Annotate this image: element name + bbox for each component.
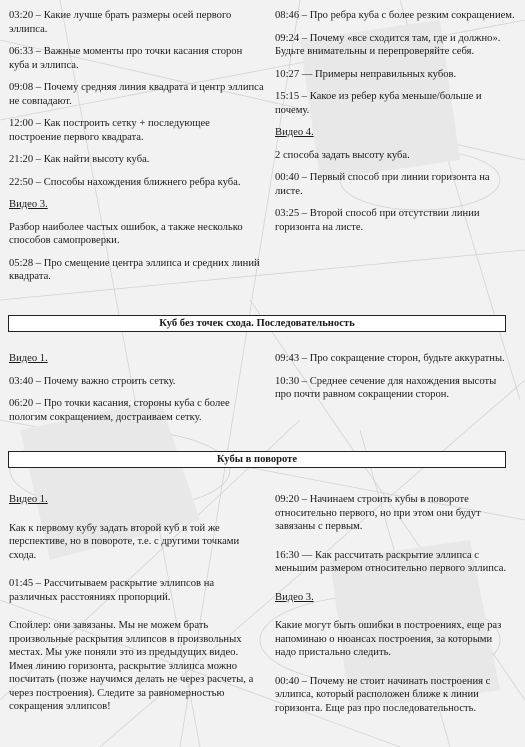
timecode-item: 09:08 – Почему средняя линия квадрата и центр эллипса не совпадают. <box>9 82 264 107</box>
timecode-item: 03:20 – Какие лучше брать размеры осей первого эллипса. <box>9 10 232 35</box>
timecode-item: 06:20 – Про точки касания, стороны куба с более пологим сокращением, достраиваем сетку. <box>9 398 230 423</box>
timecode-item: 16:30 — Как рассчитать раскрытие эллипса с меньшим размером относительно первого эллипса. <box>275 549 507 574</box>
section3-left-column <box>9 493 264 723</box>
description-item: Спойлер: они завязаны. Мы не можем брать произвольные раскрытия эллипсов в произвольных местах. Мы уже поняли это из предыдущих видео. Имея линию горизонта, раскрытие эллипса можно посчитать (позже научимся делать не через расчеты, а через построения). Следите за равномерностью сокращения эллипсов! <box>9 620 254 712</box>
timecode-item: 10:30 – Среднее сечение для нахождения высоты про почти равном сокращении сторон. <box>275 375 497 400</box>
timecode-item: 05:28 – Про смещение центра эллипса и средних линий квадрата. <box>9 257 260 282</box>
description-item: Какие могут быть ошибки в построениях, еще раз напоминаю о нюансах построения, за которыми надо пристально следить. <box>275 620 502 658</box>
timecode-item: 10:27 — Примеры неправильных кубов. <box>275 68 457 80</box>
timecode-item: 21:20 – Как найти высоту куба. <box>9 154 150 165</box>
description-item: Разбор наиболее частых ошибок, а также несколько способов самопроверки. <box>9 221 243 246</box>
timecode-item: 03:25 – Второй способ при отсутствии линии горизонта на листе. <box>275 208 480 233</box>
section1-right-column <box>275 9 515 243</box>
video-heading: Видео 3. <box>275 591 314 603</box>
timecode-item: 09:43 – Про сокращение сторон, будьте аккуратны. <box>275 353 505 364</box>
video-heading: Видео 1. <box>9 494 48 505</box>
timecode-item: 08:46 – Про ребра куба с более резким сокращением. <box>275 10 515 21</box>
section-header-rotated-cubes: Кубы в повороте <box>8 451 506 468</box>
section2-right-column <box>275 352 515 411</box>
timecode-item: 22:50 – Способы нахождения ближнего ребра куба. <box>9 176 241 188</box>
description-item: Как к первому кубу задать второй куб в той же перспективе, но в повороте, т.е. с другими точками схода. <box>9 522 240 561</box>
timecode-item: 09:20 – Начинаем строить кубы в повороте относительно первого, но при этом они будут завязаны с первым. <box>275 494 481 532</box>
timecode-item: 03:40 – Почему важно строить сетку. <box>9 375 176 387</box>
timecode-item: 12:00 – Как построить сетку + последующее построение первого квадрата. <box>9 118 210 143</box>
video-heading: Видео 1. <box>9 353 48 364</box>
timecode-item: 09:24 – Почему «все сходится там, где и должно». Будьте внимательны и перепроверяйте себя. <box>275 32 501 57</box>
section2-left-column <box>9 352 264 433</box>
timecode-item: 06:33 – Важные моменты про точки касания сторон куба и эллипса. <box>9 46 243 71</box>
timecode-item: 15:15 – Какое из ребер куба меньше/больше и почему. <box>275 91 482 116</box>
timecode-item: 00:40 – Почему не стоит начинать построения с эллипса, который расположен ближе к линии горизонта. Еще раз про последовательность. <box>275 675 491 714</box>
section1-left-column <box>9 9 264 293</box>
section3-right-column <box>275 493 515 724</box>
timecode-item: 00:40 – Первый способ при линии горизонта на листе. <box>275 172 490 197</box>
description-item: 2 способа задать высоту куба. <box>275 149 410 161</box>
timecode-item: 01:45 – Рассчитываем раскрытие эллипсов на различных расстояниях пропорций. <box>9 578 215 603</box>
video-heading: Видео 4. <box>275 127 314 138</box>
section-header-cube-sequence: Куб без точек схода. Последовательность <box>8 315 506 332</box>
video-heading: Видео 3. <box>9 199 48 210</box>
